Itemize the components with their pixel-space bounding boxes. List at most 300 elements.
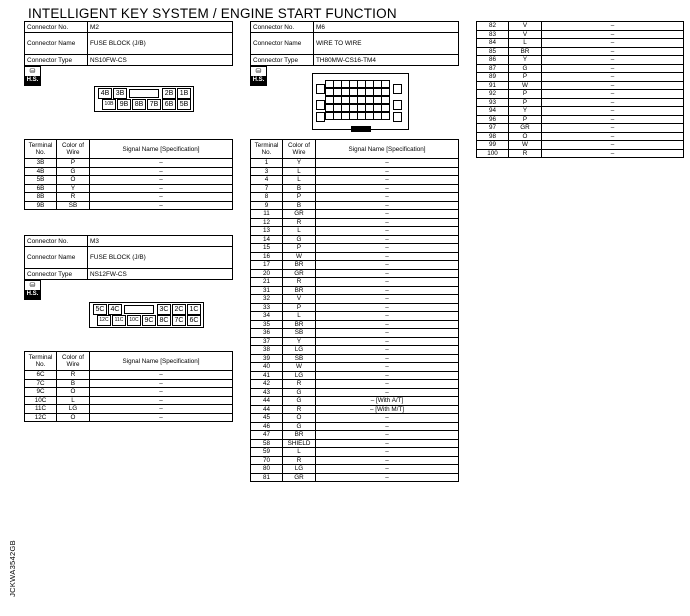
table-row	[251, 244, 459, 253]
terminal-no-cell: 59	[251, 448, 283, 457]
wire-color-cell: B	[57, 379, 90, 388]
signal-name-cell: –	[316, 269, 459, 278]
terminal-no-cell: 92	[477, 90, 509, 99]
connector-pin: 12C	[97, 315, 111, 326]
wire-color-cell: W	[509, 141, 542, 150]
wire-color-cell: G	[509, 64, 542, 73]
wire-color-cell: P	[283, 303, 316, 312]
signal-name-cell: –	[316, 473, 459, 482]
table-row	[25, 201, 233, 210]
connector-type-label: Connector Type	[25, 55, 88, 66]
signal-name-cell: –	[316, 244, 459, 253]
wire-color-cell: SB	[283, 329, 316, 338]
wire-color-cell: G	[283, 422, 316, 431]
connector-pin: 4B	[98, 88, 112, 99]
terminal-no-header: Terminal No.	[251, 140, 283, 159]
terminal-no-cell: 4B	[25, 167, 57, 176]
signal-name-cell: –	[542, 107, 684, 116]
table-row	[25, 379, 233, 388]
signal-name-cell: –	[316, 227, 459, 236]
connector-pin: 8C	[157, 315, 171, 326]
wire-color-cell: GR	[283, 210, 316, 219]
signal-name-cell: –	[316, 286, 459, 295]
table-row	[251, 431, 459, 440]
table-row	[251, 414, 459, 423]
table-row	[477, 132, 684, 141]
terminal-no-cell: 47	[251, 431, 283, 440]
signal-name-cell: –	[316, 346, 459, 355]
table-row	[251, 397, 459, 406]
table-row	[251, 473, 459, 482]
table-row	[477, 124, 684, 133]
table-row	[251, 159, 459, 168]
terminal-no-cell: 43	[251, 388, 283, 397]
connector-pin: 2B	[162, 88, 176, 99]
connector-cavity	[393, 100, 402, 110]
table-row	[25, 413, 233, 422]
signal-name-cell: –	[542, 81, 684, 90]
terminal-no-cell: 42	[251, 380, 283, 389]
signal-name-cell: –	[316, 371, 459, 380]
connector-cavity	[381, 88, 390, 96]
signal-name-cell: –	[316, 159, 459, 168]
terminal-no-cell: 31	[251, 286, 283, 295]
terminal-no-cell: 15	[251, 244, 283, 253]
table-row	[25, 405, 233, 414]
signal-name-cell: –	[542, 149, 684, 158]
terminal-no-cell: 70	[251, 456, 283, 465]
wire-color-cell: R	[283, 405, 316, 414]
wire-color-cell: W	[509, 81, 542, 90]
table-row	[477, 22, 684, 31]
signal-name-cell: –	[316, 261, 459, 270]
terminal-no-cell: 100	[477, 149, 509, 158]
signal-name-cell: –	[316, 456, 459, 465]
table-row	[477, 47, 684, 56]
table-row	[251, 337, 459, 346]
signal-name-cell: –	[316, 431, 459, 440]
table-row	[251, 320, 459, 329]
table-row	[251, 210, 459, 219]
table-row	[25, 184, 233, 193]
connector-pin: 6C	[187, 315, 201, 326]
table-row	[251, 439, 459, 448]
wire-color-cell: Y	[509, 107, 542, 116]
connector-key-slot	[129, 89, 159, 98]
m2-connector-info	[24, 21, 233, 66]
signal-name-cell: –	[542, 98, 684, 107]
wire-color-cell: G	[283, 388, 316, 397]
signal-name-cell: –	[316, 448, 459, 457]
wire-color-cell: BR	[283, 286, 316, 295]
table-row	[251, 363, 459, 372]
wire-color-cell: Y	[57, 184, 90, 193]
m6-terminal-table	[250, 139, 459, 482]
wire-color-cell: O	[283, 414, 316, 423]
wire-color-cell: BR	[283, 431, 316, 440]
signal-name-cell: –	[316, 337, 459, 346]
table-row	[477, 115, 684, 124]
table-row	[251, 371, 459, 380]
table-row	[477, 98, 684, 107]
signal-name-cell: –	[316, 278, 459, 287]
wire-color-cell: R	[283, 278, 316, 287]
connector-pin: 5C	[93, 304, 107, 315]
terminal-no-cell: 3	[251, 167, 283, 176]
terminal-no-cell: 85	[477, 47, 509, 56]
table-row	[25, 371, 233, 380]
terminal-no-cell: 5B	[25, 176, 57, 185]
connector-pin: 3B	[113, 88, 127, 99]
terminal-no-cell: 58	[251, 439, 283, 448]
terminal-no-cell: 12	[251, 218, 283, 227]
terminal-no-cell: 7	[251, 184, 283, 193]
table-row	[251, 261, 459, 270]
wire-color-cell: P	[283, 193, 316, 202]
connector-no-label: Connector No.	[251, 22, 314, 33]
wire-color-cell: W	[283, 363, 316, 372]
table-row	[477, 141, 684, 150]
table-row	[251, 405, 459, 414]
connector-pin: 7B	[147, 99, 161, 110]
signal-name-cell: –	[316, 465, 459, 474]
signal-name-cell: –	[542, 22, 684, 31]
wire-color-cell: R	[283, 218, 316, 227]
table-row	[251, 329, 459, 338]
connector-cavity	[316, 112, 325, 122]
terminal-no-cell: 16	[251, 252, 283, 261]
terminal-no-cell: 33	[251, 303, 283, 312]
table-row	[251, 278, 459, 287]
wire-color-cell: O	[57, 413, 90, 422]
terminal-no-header: Terminal No.	[25, 140, 57, 159]
signal-name-header: Signal Name [Specification]	[90, 352, 233, 371]
terminal-no-cell: 83	[477, 30, 509, 39]
harness-side-icon: ⛁ H.S.	[24, 66, 41, 86]
wire-color-cell: G	[283, 235, 316, 244]
connector-name-label: Connector Name	[25, 247, 88, 269]
terminal-no-cell: 4	[251, 176, 283, 185]
terminal-no-cell: 84	[477, 39, 509, 48]
m3-terminal-table	[24, 351, 233, 422]
terminal-no-cell: 98	[477, 132, 509, 141]
connector-pin: 7C	[172, 315, 186, 326]
wire-color-cell: R	[57, 193, 90, 202]
signal-name-cell: –	[316, 363, 459, 372]
table-row	[251, 218, 459, 227]
connector-cavity	[393, 84, 402, 94]
terminal-no-cell: 44	[251, 397, 283, 406]
m3-connector-no: M3	[88, 236, 233, 247]
connector-pin: 11C	[112, 315, 126, 326]
table-row	[251, 269, 459, 278]
terminal-no-cell: 6C	[25, 371, 57, 380]
wire-color-cell: GR	[283, 473, 316, 482]
table-row	[477, 56, 684, 65]
harness-side-icon: ⛁ H.S.	[24, 280, 41, 300]
table-row	[25, 193, 233, 202]
connector-pin: 3C	[157, 304, 171, 315]
wire-color-cell: SB	[283, 354, 316, 363]
table-row	[251, 184, 459, 193]
signal-name-cell: –	[316, 193, 459, 202]
signal-name-cell: –	[542, 73, 684, 82]
table-row	[251, 295, 459, 304]
m3-connector-type: NS12FW-CS	[88, 269, 233, 280]
terminal-no-cell: 45	[251, 414, 283, 423]
wire-color-cell: O	[57, 176, 90, 185]
wire-color-cell: L	[509, 39, 542, 48]
terminal-no-cell: 20	[251, 269, 283, 278]
connector-pin: 6B	[162, 99, 176, 110]
signal-name-cell: –	[90, 388, 233, 397]
signal-name-cell: –	[316, 354, 459, 363]
connector-cavity	[316, 84, 325, 94]
table-row	[25, 388, 233, 397]
wire-color-cell: L	[283, 167, 316, 176]
signal-name-header: Signal Name [Specification]	[316, 140, 459, 159]
m6-connector-no: M6	[314, 22, 459, 33]
terminal-no-cell: 36	[251, 329, 283, 338]
m2-terminal-table	[24, 139, 233, 210]
connector-cavity	[381, 112, 390, 120]
terminal-no-cell: 9B	[25, 201, 57, 210]
terminal-no-cell: 44	[251, 405, 283, 414]
signal-name-cell: –	[316, 329, 459, 338]
m6-connector-name: WIRE TO WIRE	[314, 33, 459, 55]
color-of-wire-header: Color of Wire	[57, 140, 90, 159]
signal-name-cell: –	[90, 201, 233, 210]
signal-name-cell: –	[542, 30, 684, 39]
table-row	[477, 107, 684, 116]
terminal-no-cell: 8	[251, 193, 283, 202]
wire-color-cell: R	[283, 380, 316, 389]
signal-name-cell: –	[90, 413, 233, 422]
m6-terminal-table-continued	[476, 21, 684, 158]
signal-name-cell: –	[90, 193, 233, 202]
table-row	[251, 227, 459, 236]
table-row	[251, 346, 459, 355]
wire-color-cell: B	[283, 184, 316, 193]
wire-color-cell: LG	[283, 371, 316, 380]
page-title: INTELLIGENT KEY SYSTEM / ENGINE START FUNCTION	[28, 6, 397, 21]
terminal-no-cell: 37	[251, 337, 283, 346]
m2-pin-row-top	[97, 88, 191, 99]
signal-name-cell: –	[316, 235, 459, 244]
signal-name-cell: –	[90, 184, 233, 193]
m2-connector-name: FUSE BLOCK (J/B)	[88, 33, 233, 55]
terminal-no-cell: 12C	[25, 413, 57, 422]
table-row	[251, 303, 459, 312]
wire-color-cell: L	[57, 396, 90, 405]
table-row	[25, 159, 233, 168]
table-row	[251, 286, 459, 295]
terminal-no-cell: 40	[251, 363, 283, 372]
signal-name-cell: –	[316, 422, 459, 431]
connector-pin: 8B	[132, 99, 146, 110]
terminal-no-cell: 46	[251, 422, 283, 431]
signal-name-cell: –	[90, 405, 233, 414]
terminal-no-cell: 10C	[25, 396, 57, 405]
m3-pin-row-top	[92, 304, 201, 315]
table-row	[251, 448, 459, 457]
terminal-no-cell: 11C	[25, 405, 57, 414]
connector-pin: 9C	[142, 315, 156, 326]
terminal-no-cell: 38	[251, 346, 283, 355]
signal-name-cell: –	[90, 371, 233, 380]
connector-pin: 10C	[127, 315, 141, 326]
table-row	[251, 465, 459, 474]
signal-name-cell: –	[542, 141, 684, 150]
wire-color-cell: V	[283, 295, 316, 304]
wire-color-cell: LG	[57, 405, 90, 414]
wire-color-cell: R	[57, 371, 90, 380]
harness-side-icon: ⛁ H.S.	[250, 66, 267, 86]
connector-cavity	[316, 100, 325, 110]
signal-name-cell: –	[316, 388, 459, 397]
terminal-no-cell: 34	[251, 312, 283, 321]
wire-color-cell: P	[509, 115, 542, 124]
terminal-no-cell: 41	[251, 371, 283, 380]
wire-color-cell: R	[283, 456, 316, 465]
wire-color-cell: LG	[283, 346, 316, 355]
connector-pin: 1C	[187, 304, 201, 315]
m3-connector-info	[24, 235, 233, 280]
signal-name-cell: –	[316, 184, 459, 193]
signal-name-cell: – [With A/T]	[316, 397, 459, 406]
table-row	[477, 30, 684, 39]
table-row	[251, 380, 459, 389]
m6-connector-info	[250, 21, 459, 66]
table-row	[251, 193, 459, 202]
table-row	[477, 73, 684, 82]
table-row	[251, 388, 459, 397]
terminal-no-cell: 6B	[25, 184, 57, 193]
table-row	[251, 201, 459, 210]
terminal-no-cell: 91	[477, 81, 509, 90]
wire-color-cell: V	[509, 30, 542, 39]
connector-pin: 2C	[172, 304, 186, 315]
signal-name-cell: –	[542, 39, 684, 48]
m3-pin-row-bottom	[92, 315, 201, 326]
wire-color-cell: V	[509, 22, 542, 31]
table-row	[477, 149, 684, 158]
m3-connector-name: FUSE BLOCK (J/B)	[88, 247, 233, 269]
signal-name-cell: –	[90, 167, 233, 176]
signal-name-cell: –	[316, 210, 459, 219]
signal-name-cell: –	[316, 303, 459, 312]
m2-connector-type: NS10FW-CS	[88, 55, 233, 66]
signal-name-cell: –	[90, 379, 233, 388]
table-row	[251, 176, 459, 185]
wire-color-cell: Y	[283, 337, 316, 346]
wire-color-cell: R	[509, 149, 542, 158]
signal-name-cell: –	[316, 176, 459, 185]
terminal-no-cell: 86	[477, 56, 509, 65]
wire-color-cell: G	[283, 397, 316, 406]
wire-color-cell: P	[509, 98, 542, 107]
signal-name-cell: –	[316, 201, 459, 210]
wire-color-cell: GR	[509, 124, 542, 133]
terminal-no-cell: 81	[251, 473, 283, 482]
signal-name-cell: –	[316, 295, 459, 304]
table-row	[251, 312, 459, 321]
signal-name-cell: – [With M/T]	[316, 405, 459, 414]
terminal-no-cell: 96	[477, 115, 509, 124]
wire-color-cell: BR	[509, 47, 542, 56]
terminal-no-cell: 87	[477, 64, 509, 73]
wire-color-cell: P	[509, 90, 542, 99]
color-of-wire-header: Color of Wire	[57, 352, 90, 371]
wire-color-cell: G	[57, 167, 90, 176]
terminal-no-cell: 97	[477, 124, 509, 133]
terminal-no-cell: 9C	[25, 388, 57, 397]
signal-name-cell: –	[316, 320, 459, 329]
table-row	[477, 64, 684, 73]
signal-name-cell: –	[316, 167, 459, 176]
terminal-no-cell: 99	[477, 141, 509, 150]
wire-color-cell: BR	[283, 261, 316, 270]
terminal-no-cell: 94	[477, 107, 509, 116]
terminal-no-cell: 39	[251, 354, 283, 363]
connector-name-label: Connector Name	[251, 33, 314, 55]
wire-color-cell: L	[283, 312, 316, 321]
connector-no-label: Connector No.	[25, 236, 88, 247]
signal-name-cell: –	[90, 176, 233, 185]
wire-color-cell: W	[283, 252, 316, 261]
connector-type-label: Connector Type	[25, 269, 88, 280]
m2-connector-diagram	[94, 86, 194, 112]
table-row	[251, 422, 459, 431]
signal-name-cell: –	[542, 64, 684, 73]
table-row	[477, 90, 684, 99]
terminal-no-cell: 80	[251, 465, 283, 474]
signal-name-cell: –	[90, 159, 233, 168]
terminal-no-cell: 82	[477, 22, 509, 31]
connector-no-label: Connector No.	[25, 22, 88, 33]
wire-color-cell: Y	[509, 56, 542, 65]
wire-color-cell: B	[283, 201, 316, 210]
wire-color-cell: LG	[283, 465, 316, 474]
connector-pin: 1B	[177, 88, 191, 99]
terminal-no-cell: 11	[251, 210, 283, 219]
terminal-no-cell: 14	[251, 235, 283, 244]
m6-connector-type: TH80MW-CS16-TM4	[314, 55, 459, 66]
connector-pin: 10B	[102, 99, 116, 110]
connector-cavity	[381, 96, 390, 104]
connector-pin: 5B	[177, 99, 191, 110]
m2-pin-row-bottom	[97, 99, 191, 110]
m3-connector-diagram	[89, 302, 204, 328]
wire-color-cell: GR	[283, 269, 316, 278]
wire-color-cell: BR	[283, 320, 316, 329]
terminal-no-cell: 8B	[25, 193, 57, 202]
signal-name-cell: –	[90, 396, 233, 405]
signal-name-cell: –	[316, 414, 459, 423]
connector-key-slot	[124, 305, 154, 314]
signal-name-cell: –	[316, 380, 459, 389]
terminal-no-cell: 17	[251, 261, 283, 270]
terminal-no-cell: 93	[477, 98, 509, 107]
terminal-no-cell: 13	[251, 227, 283, 236]
connector-name-label: Connector Name	[25, 33, 88, 55]
terminal-no-cell: 7C	[25, 379, 57, 388]
connector-pin: 9B	[117, 99, 131, 110]
signal-name-cell: –	[316, 252, 459, 261]
terminal-no-header: Terminal No.	[25, 352, 57, 371]
signal-name-cell: –	[542, 90, 684, 99]
terminal-no-cell: 35	[251, 320, 283, 329]
